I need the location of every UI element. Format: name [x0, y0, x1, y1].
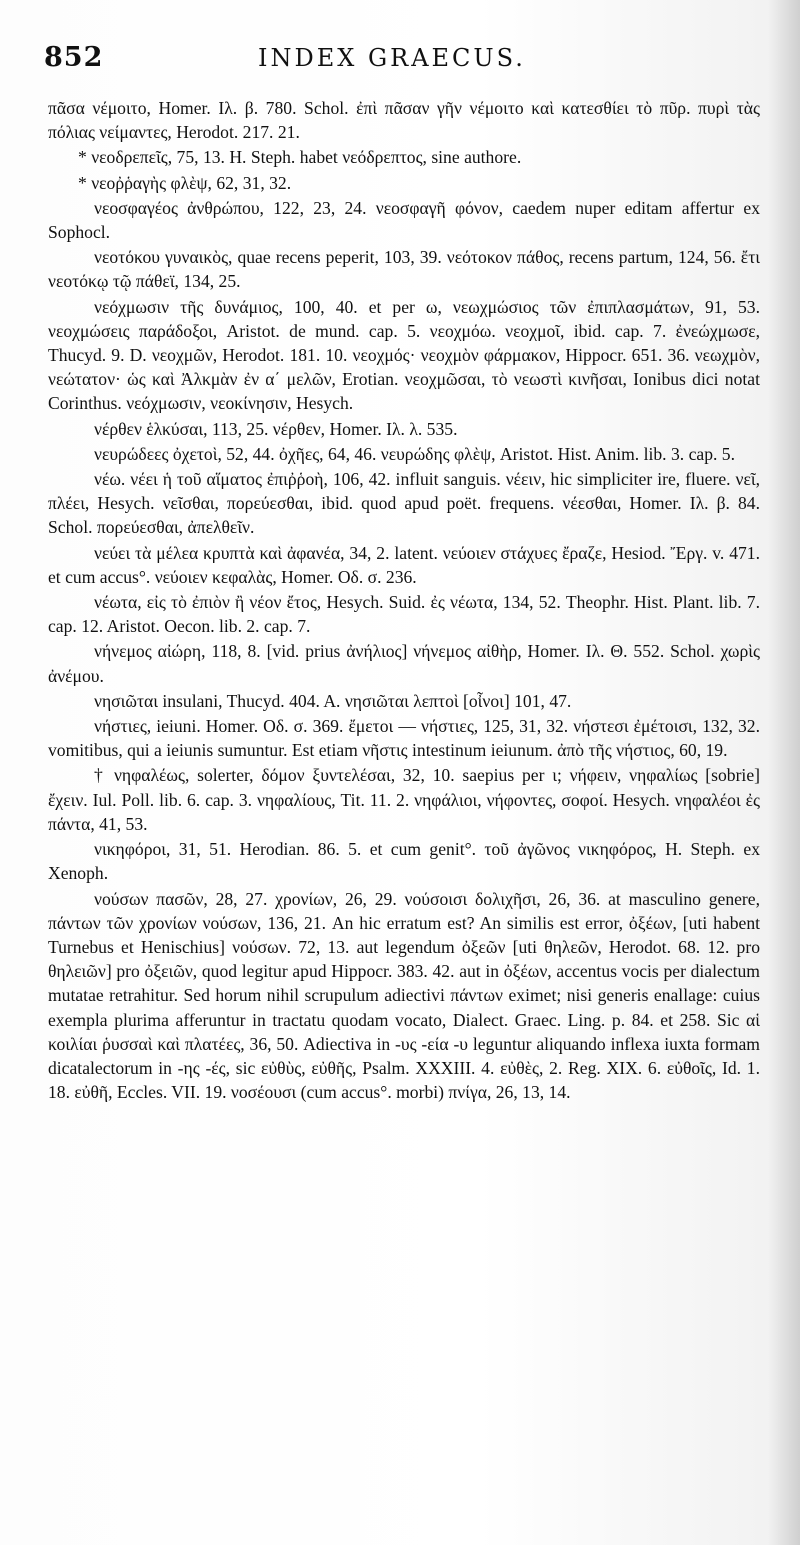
- index-entry: νεύει τὰ μέλεα κρυπτὰ καὶ ἀφανέα, 34, 2. latent. νεύοιεν στάχυες ἔραζε, Hesiod. Ἔργ. v. 471. et cum accus°. νεύοιεν κεφαλὰς, Homer. Οδ. σ. 236.: [48, 542, 760, 587]
- index-entry: * νεοδρεπεῖς, 75, 13. H. Steph. habet νεόδρεπτος, sine authore.: [78, 147, 522, 168]
- index-entry: νεοτόκου γυναικὸς, quae recens peperit, 103, 39. νεότοκον πάθος, recens partum, 124, 56. ἔτι νεοτόκῳ τῷ πάθεϊ, 134, 25.: [48, 247, 760, 292]
- index-entry: νησιῶται insulani, Thucyd. 404. A. νησιῶται λεπτοὶ [οἶνοι] 101, 47.: [94, 690, 572, 711]
- page-number: 852: [44, 42, 104, 73]
- index-entry: νήστιες, ieiuni. Homer. Οδ. σ. 369. ἔμετοι — νήστιες, 125, 31, 32. νήστεσι ἐμέτοισι, 132, 32. vomitibus, qui a ieiunis sumuntur. Est etiam νῆστις intestinum ieiunum. ἀπὸ τῆς νήστιος, 60, 19.: [48, 716, 760, 761]
- index-entry: νέωτα, εἰς τὸ ἐπιὸν ἢ νέον ἔτος, Hesych. Suid. ἐς νέωτα, 134, 52. Theophr. Hist. Plant. lib. 7. cap. 12. Aristot. Oecon. lib. 2. cap. 7.: [48, 592, 760, 637]
- index-entry: πᾶσα νέμοιτο, Homer. Ιλ. β. 780. Schol. ἐπὶ πᾶσαν γῆν νέμοιτο καὶ κατεσθίει τὸ πῦρ. πυρὶ τὰς πόλιας νείμαντες, Herodot. 217. 21.: [48, 98, 760, 143]
- index-entry: νικηφόροι, 31, 51. Herodian. 86. 5. et cum genit°. τοῦ ἀγῶνος νικηφόρος, H. Steph. ex Xenoph.: [48, 839, 760, 884]
- index-entry: νέω. νέει ἡ τοῦ αἵματος ἐπιῤῥοὴ, 106, 42. influit sanguis. νέειν, hic simpliciter ire, fluere. νεῖ, πλέει, Hesych. νεῖσθαι, πορεύεσθαι, ibid. quod apud poët. frequens. νέεσθαι, Homer. Ιλ. β. 84. Schol. πορεύεσθαι, ἀπελθεῖν.: [48, 469, 760, 538]
- index-entry: νεοσφαγέος ἀνθρώπου, 122, 23, 24. νεοσφαγῆ φόνον, caedem nuper editam affertur ex Sophocl.: [48, 197, 760, 243]
- index-entry: νευρώδεες ὀχετοὶ, 52, 44. ὀχῆες, 64, 46. νευρώδης φλὲψ, Aristot. Hist. Anim. lib. 3. cap. 5.: [94, 443, 735, 464]
- index-entry: νέρθεν ἑλκύσαι, 113, 25. νέρθεν, Homer. Ιλ. λ. 535.: [94, 418, 458, 439]
- index-entry: νούσων πασῶν, 28, 27. χρονίων, 26, 29. νούσοισι δολιχῆσι, 26, 36. at masculino genere, πάντων τῶν χρονίων νούσων, 136, 21. An hic erratum est? An similis est error, ὀξέων, [uti habent Turnebus et Henischius] νούσων. 72, 13. aut legendum ὀξεῶν [uti θηλεῶν, Herodot. 68. 12. pro θηλειῶν] pro ὀξειῶν, quod legitur apud Hippocr. 383. 42. aut in ὀξέων, accentus vocis per dialectum mutatae retrahitur. Sed horum nihil scrupulum adiectivi πάντων eximet; nisi generis enallage: cuius exempla plurima afferuntur in tractatu quodam vocato, Dialect. Graec. Ling. p. 84. et 258. Sic αἱ κοιλίαι ῥυσσαὶ καὶ πλατέες, 36, 50. Adiectiva in -υς -εία -υ leguntur aliquando inflexa iuxta formam dicatalectorum in -ης -ές, sic εὐθὺς, εὐθῆς, Psalm. XXXIII. 4. εὐθὲς, 2. Reg. XIX. 6. εὐθοῖς, Id. 1. 18. εὐθῆ, Eccles. VII. 19. νοσέουσι (cum accus°. morbi) πνίγα, 26, 13, 14.: [48, 888, 760, 1103]
- index-body: [48, 96, 760, 1105]
- running-title: INDEX GRAECUS.: [258, 44, 526, 72]
- index-entry: νεόχμωσιν τῆς δυνάμιος, 100, 40. et per ω, νεωχμώσιος τῶν ἐπιπλασμάτων, 91, 53. νεοχμώσεις παράδοξοι, Aristot. de mund. cap. 5. νεοχμόω. νεοχμοῖ, ibid. cap. 7. ἐνεώχμωσε, Thucyd. 9. D. νεοχμῶν, Herodot. 181. 10. νεοχμός· νεοχμὸν φάρμακον, Hippocr. 651. 36. νεωχμὸν, νεώτατον· ὡς καὶ Ἀλκμὰν ἐν α΄ μελῶν, Erotian. νεοχμῶσαι, τὸ νεωστὶ κινῆσαι, Ionibus dici notat Corinthus. νεόχμωσιν, νεοκίνησιν, Hesych.: [48, 296, 760, 414]
- index-entry: νήνεμος αἰώρη, 118, 8. [vid. prius ἀνήλιος] νήνεμος αἰθὴρ, Homer. Ιλ. Θ. 552. Schol. χωρὶς ἀνέμου.: [48, 641, 760, 686]
- page-header: [44, 42, 764, 82]
- index-entry: * νεοῤῥαγὴς φλὲψ, 62, 31, 32.: [78, 172, 292, 193]
- index-entry: † νηφαλέως, solerter, δόμον ξυντελέσαι, 32, 10. saepius per ι; νήφειν, νηφαλίως [sobrie] ἔχειν. Iul. Poll. lib. 6. cap. 3. νηφαλίους, Tit. 11. 2. νηφάλιοι, νήφοντες, σοφοί. Hesych. νηφαλέοι ἐς πάντα, 41, 53.: [48, 765, 760, 834]
